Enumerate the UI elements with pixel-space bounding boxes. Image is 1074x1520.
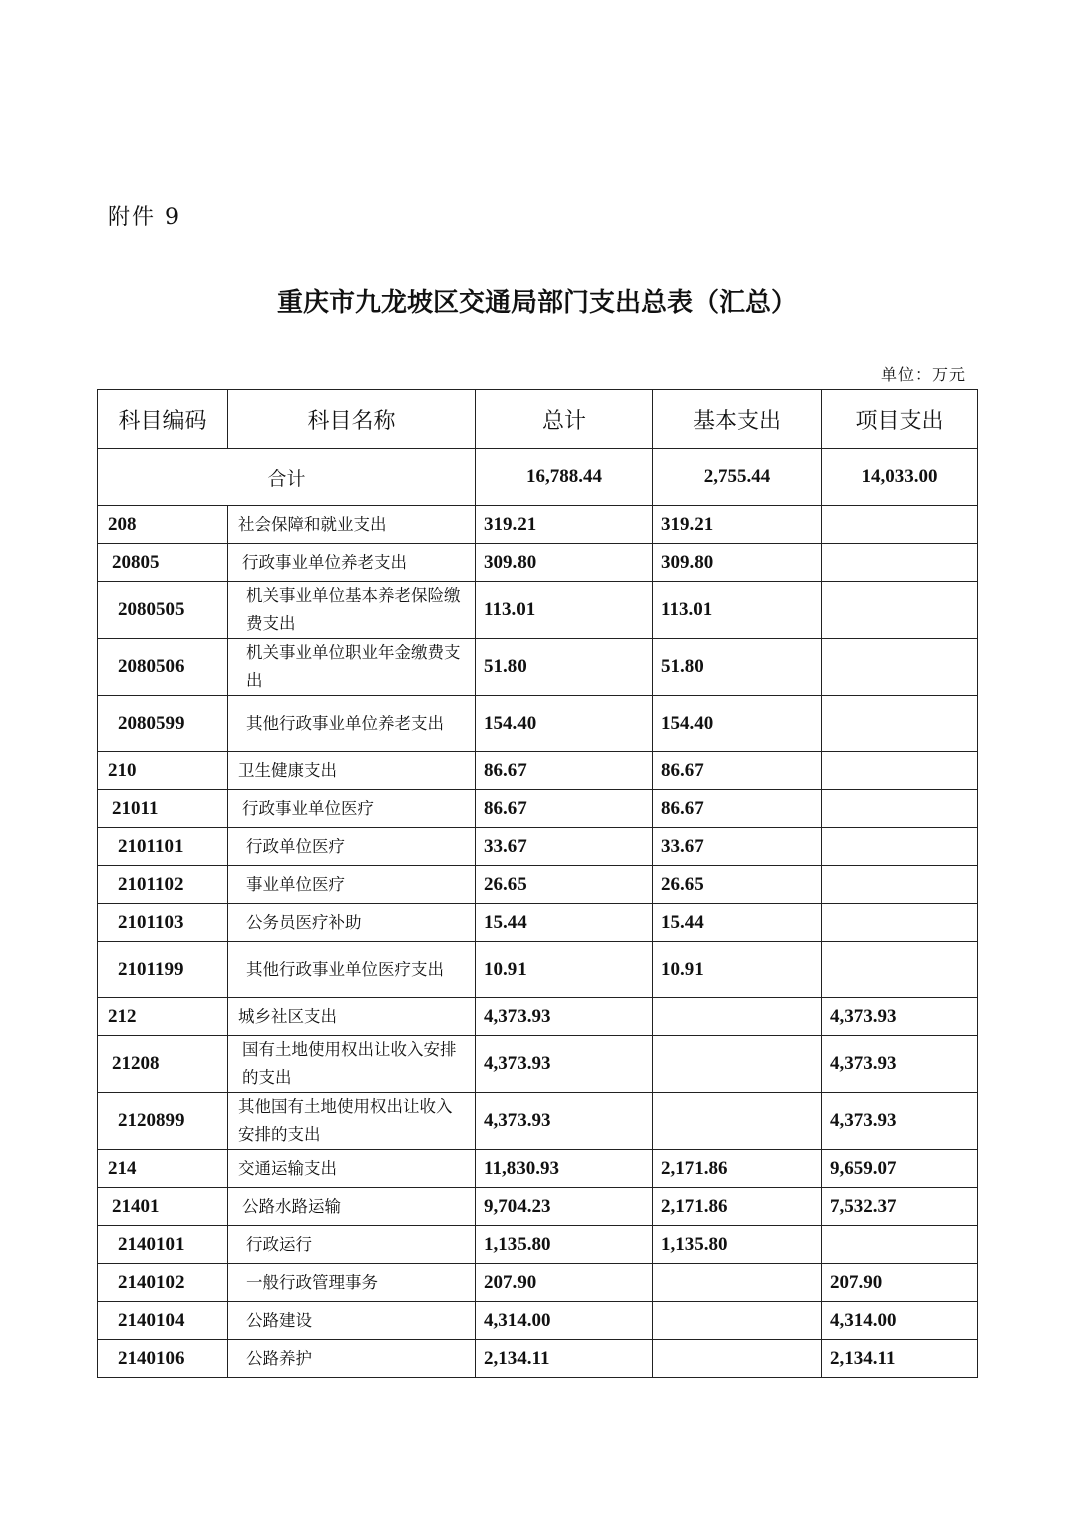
row-basic: 86.67 [653,752,822,790]
row-basic: 10.91 [653,942,822,998]
row-project [822,506,978,544]
row-code: 2101101 [98,828,228,866]
row-project [822,790,978,828]
row-name: 其他行政事业单位养老支出 [228,696,476,752]
row-code: 21208 [98,1036,228,1093]
row-name: 公路水路运输 [228,1188,476,1226]
row-project [822,866,978,904]
header-project: 项目支出 [822,390,978,449]
row-total: 4,373.93 [476,998,653,1036]
row-project [822,828,978,866]
row-total: 4,373.93 [476,1093,653,1150]
row-project: 4,314.00 [822,1302,978,1340]
table-row [98,582,978,639]
table-row [98,1036,978,1093]
row-code: 214 [98,1150,228,1188]
table-row [98,544,978,582]
row-code: 208 [98,506,228,544]
table-row [98,866,978,904]
row-code: 2140101 [98,1226,228,1264]
row-project [822,1226,978,1264]
row-project: 4,373.93 [822,1036,978,1093]
row-code: 2140102 [98,1264,228,1302]
row-basic: 309.80 [653,544,822,582]
total-project: 14,033.00 [822,449,978,506]
header-total: 总计 [476,390,653,449]
row-name: 其他国有土地使用权出让收入安排的支出 [228,1093,476,1150]
row-project: 2,134.11 [822,1340,978,1378]
row-code: 2101103 [98,904,228,942]
row-project [822,904,978,942]
attachment-label: 附件 9 [108,205,181,230]
row-code: 2080599 [98,696,228,752]
row-name: 行政单位医疗 [228,828,476,866]
row-project: 7,532.37 [822,1188,978,1226]
row-total: 4,373.93 [476,1036,653,1093]
row-total: 33.67 [476,828,653,866]
row-name: 社会保障和就业支出 [228,506,476,544]
header-name: 科目名称 [228,390,476,449]
table-row [98,998,978,1036]
header-code: 科目编码 [98,390,228,449]
page-title: 重庆市九龙坡区交通局部门支出总表（汇总） [276,288,797,318]
row-total: 15.44 [476,904,653,942]
unit-label: 单位：万元 [880,365,966,384]
row-name: 城乡社区支出 [228,998,476,1036]
total-row [98,449,978,506]
row-code: 2140106 [98,1340,228,1378]
header-row [98,390,978,449]
table-row [98,639,978,696]
row-basic: 2,171.86 [653,1150,822,1188]
row-project: 207.90 [822,1264,978,1302]
row-total: 51.80 [476,639,653,696]
row-code: 21401 [98,1188,228,1226]
row-code: 20805 [98,544,228,582]
row-name: 一般行政管理事务 [228,1264,476,1302]
row-name: 机关事业单位职业年金缴费支出 [228,639,476,696]
row-name: 公路建设 [228,1302,476,1340]
table-row [98,696,978,752]
table-row [98,506,978,544]
table-row [98,752,978,790]
table-row [98,1188,978,1226]
row-total: 319.21 [476,506,653,544]
total-total: 16,788.44 [476,449,653,506]
row-total: 4,314.00 [476,1302,653,1340]
header-basic: 基本支出 [653,390,822,449]
row-name: 公路养护 [228,1340,476,1378]
row-total: 113.01 [476,582,653,639]
row-project: 9,659.07 [822,1150,978,1188]
row-name: 公务员医疗补助 [228,904,476,942]
row-name: 行政运行 [228,1226,476,1264]
row-project: 4,373.93 [822,1093,978,1150]
row-project [822,544,978,582]
row-project [822,942,978,998]
row-basic [653,1302,822,1340]
row-basic: 86.67 [653,790,822,828]
row-basic [653,1036,822,1093]
row-total: 9,704.23 [476,1188,653,1226]
row-project [822,696,978,752]
row-code: 2080506 [98,639,228,696]
row-name: 机关事业单位基本养老保险缴费支出 [228,582,476,639]
row-basic: 15.44 [653,904,822,942]
table-row [98,1340,978,1378]
row-basic: 319.21 [653,506,822,544]
row-code: 2101102 [98,866,228,904]
row-total: 207.90 [476,1264,653,1302]
row-basic: 2,171.86 [653,1188,822,1226]
row-name: 交通运输支出 [228,1150,476,1188]
row-name: 其他行政事业单位医疗支出 [228,942,476,998]
row-code: 2101199 [98,942,228,998]
row-basic: 33.67 [653,828,822,866]
row-name: 行政事业单位医疗 [228,790,476,828]
row-code: 2140104 [98,1302,228,1340]
row-basic: 113.01 [653,582,822,639]
row-total: 154.40 [476,696,653,752]
row-basic [653,1264,822,1302]
table-row [98,1093,978,1150]
row-total: 1,135.80 [476,1226,653,1264]
total-basic: 2,755.44 [653,449,822,506]
table-row [98,1226,978,1264]
table-row [98,942,978,998]
row-basic [653,1093,822,1150]
row-total: 86.67 [476,752,653,790]
table-row [98,1302,978,1340]
table-row [98,828,978,866]
row-basic: 26.65 [653,866,822,904]
table-row [98,1150,978,1188]
row-name: 事业单位医疗 [228,866,476,904]
row-basic: 51.80 [653,639,822,696]
row-basic: 1,135.80 [653,1226,822,1264]
table-row [98,790,978,828]
row-code: 210 [98,752,228,790]
row-name: 国有土地使用权出让收入安排的支出 [228,1036,476,1093]
row-total: 309.80 [476,544,653,582]
row-project [822,639,978,696]
row-basic [653,1340,822,1378]
row-code: 212 [98,998,228,1036]
row-code: 2080505 [98,582,228,639]
row-basic [653,998,822,1036]
row-name: 卫生健康支出 [228,752,476,790]
row-total: 26.65 [476,866,653,904]
expenditure-table [97,389,978,1378]
row-total: 86.67 [476,790,653,828]
table-row [98,1264,978,1302]
row-code: 2120899 [98,1093,228,1150]
table-row [98,904,978,942]
row-name: 行政事业单位养老支出 [228,544,476,582]
row-total: 11,830.93 [476,1150,653,1188]
row-total: 2,134.11 [476,1340,653,1378]
row-project [822,582,978,639]
row-basic: 154.40 [653,696,822,752]
row-code: 21011 [98,790,228,828]
row-total: 10.91 [476,942,653,998]
row-project: 4,373.93 [822,998,978,1036]
total-label: 合计 [98,449,476,506]
row-project [822,752,978,790]
